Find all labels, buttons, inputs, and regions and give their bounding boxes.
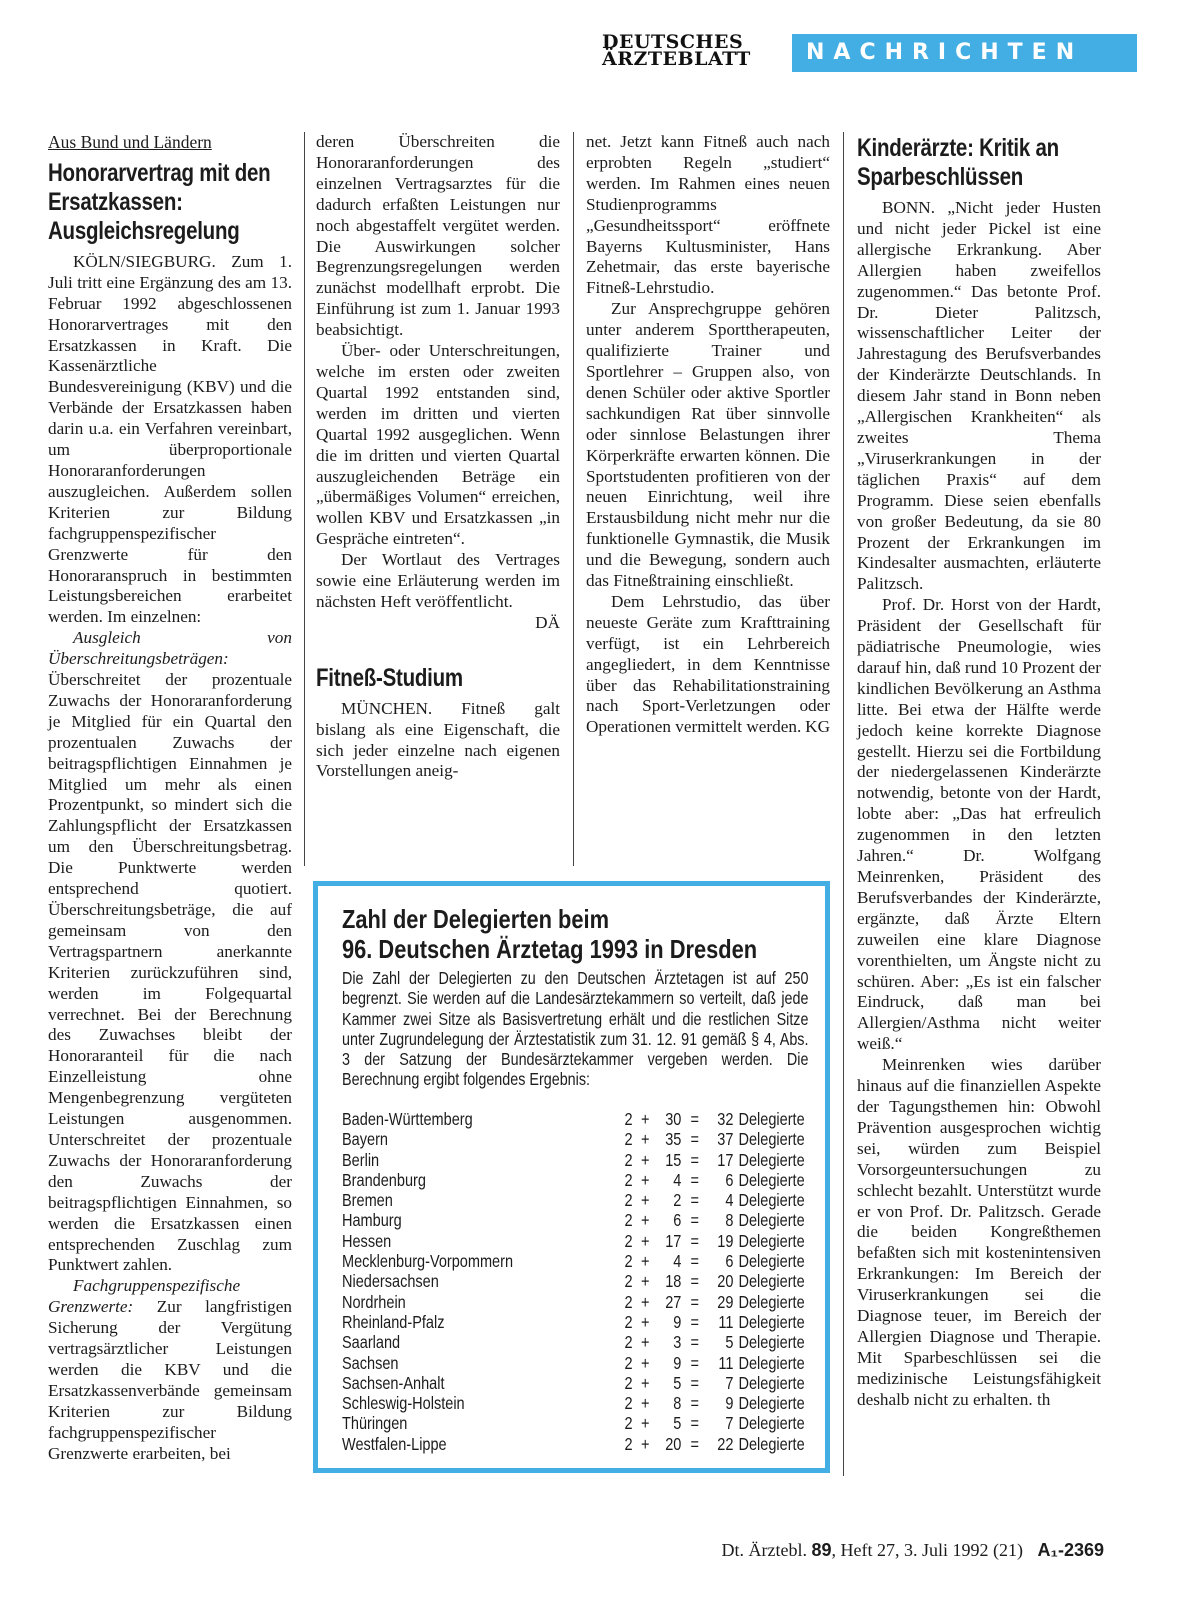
extra-seats: 4	[673, 1169, 682, 1190]
page-footer	[644, 1540, 1104, 1561]
state-name: Baden-Württemberg	[342, 1109, 473, 1129]
plus-sign: +	[641, 1372, 650, 1393]
plus-sign: +	[641, 1129, 650, 1150]
extra-seats: 9	[673, 1311, 682, 1332]
paragraph-text: Zur langfristigen Sicherung der Vergütung vertragsärztlicher Leistungen werden die KBV und die Ersatzkassenverbände gemeinsam Kriterien zur Bildung fachgruppenspezifischer Grenzwerte erarbeiten, bei	[48, 1297, 292, 1463]
equals-sign: =	[690, 1271, 700, 1292]
base-seats: 2	[624, 1413, 633, 1434]
equals-sign: =	[690, 1352, 700, 1373]
article-headline: Honorarvertrag mit den Ersatzkassen: Ausgleichsregelung	[48, 158, 271, 245]
plus-sign: +	[641, 1190, 650, 1211]
table-row	[342, 1434, 812, 1454]
total-seats: 11	[718, 1311, 734, 1332]
total-seats: 11	[718, 1352, 734, 1373]
state-name: Hamburg	[342, 1210, 402, 1231]
plus-sign: +	[641, 1332, 650, 1353]
total-seats: 32	[717, 1109, 734, 1129]
equals-sign: =	[690, 1332, 700, 1353]
state-name: Thüringen	[342, 1413, 408, 1434]
equals-sign: =	[690, 1149, 700, 1170]
extra-seats: 20	[665, 1433, 682, 1454]
equals-sign: =	[690, 1230, 700, 1251]
table-row	[342, 1413, 812, 1433]
plus-sign: +	[641, 1352, 650, 1373]
base-seats: 2	[624, 1210, 633, 1231]
article-kinderaerzte	[857, 132, 1101, 1411]
state-name: Rheinland-Pfalz	[342, 1311, 445, 1332]
extra-seats: 4	[673, 1251, 682, 1272]
base-seats: 2	[624, 1251, 633, 1272]
infobox-intro: Die Zahl der Delegierten zu den Deutschen Ärztetagen ist auf 250 begrenzt. Sie werden auf die Landesärztekammern so verteilt, daß jede Kammer zwei Sitze als Basisvertretung erhält und die restlichen Sitze unter Zugrundelegung der Ärztestatistik zum 31. 12. 91 gemäß § 4, Abs. 3 der Satzung der Bundesärztekammer vergeben werden. Die Berechnung ergibt folgendes Ergebnis:	[342, 968, 809, 1090]
state-name: Niedersachsen	[342, 1271, 439, 1292]
equals-sign: =	[690, 1413, 700, 1434]
article-fitness-col3	[586, 132, 830, 738]
unit-label: Delegierte	[738, 1109, 805, 1129]
table-row	[342, 1109, 812, 1129]
author-signature: th	[1036, 1389, 1051, 1409]
extra-seats: 18	[665, 1271, 682, 1292]
plus-sign: +	[641, 1271, 650, 1292]
paragraph: Der Wortlaut des Vertrages sowie eine Erläuterung werden im nächsten Heft veröffentlicht.	[316, 550, 560, 611]
infobox-title-line-1: Zahl der Delegierten beim	[342, 904, 610, 934]
extra-seats: 30	[665, 1109, 682, 1129]
table-row	[342, 1170, 812, 1190]
equals-sign: =	[690, 1251, 700, 1272]
equals-sign: =	[690, 1372, 700, 1393]
plus-sign: +	[641, 1210, 650, 1231]
base-seats: 2	[624, 1311, 633, 1332]
table-row	[342, 1393, 812, 1413]
article-honorarvertrag-col1	[48, 132, 292, 1464]
article-headline: Fitneß-Studium	[316, 663, 463, 692]
extra-seats: 5	[673, 1372, 682, 1393]
state-name: Sachsen	[342, 1352, 399, 1373]
paragraph-text: Überschreitet der prozentuale Zuwachs der Honoraranforderung je Mitglied für ein Quartal den prozentualen Zuwachs der beitragspflichtigen Einnahmen je Mitglied um mehr als einen Prozentpunkt, so mindert sich die Zahlungspflicht der Ersatzkassen um den Überschreitungsbetrag. Die Punktwerte werden entsprechend quotiert. Überschreitungsbeträge, die auf gemeinsam von den Vertragspartnern anerkannte Kriterien zurückzuführen sind, werden im Folgequartal verrechnet. Bei der Berechnung des Zuwachses bleibt der Honoraranteil für die nach Einzelleistung ohne Mengenbegrenzung vergüteten Leistungen ausgenommen. Unterschreitet der prozentuale Zuwachs der Honoraranforderung den Zuwachs der beitragspflichtigen Einnahmen, so werden die Ersatzkassen einen entsprechenden Zuschlag zum Punktwert zahlen.	[48, 670, 292, 1275]
unit-label: Delegierte	[738, 1271, 805, 1292]
state-name: Saarland	[342, 1332, 401, 1353]
extra-seats: 3	[673, 1332, 682, 1353]
plus-sign: +	[641, 1393, 650, 1414]
base-seats: 2	[624, 1230, 633, 1251]
unit-label: Delegierte	[738, 1230, 805, 1251]
unit-label: Delegierte	[738, 1433, 805, 1454]
base-seats: 2	[624, 1129, 633, 1150]
table-row	[342, 1353, 812, 1373]
unit-label: Delegierte	[738, 1291, 805, 1312]
equals-sign: =	[690, 1311, 700, 1332]
extra-seats: 15	[665, 1149, 682, 1170]
unit-label: Delegierte	[738, 1352, 805, 1373]
base-seats: 2	[624, 1332, 633, 1353]
table-row	[342, 1150, 812, 1170]
delegates-table	[342, 1109, 812, 1454]
state-name: Westfalen-Lippe	[342, 1433, 447, 1454]
total-seats: 6	[725, 1169, 734, 1190]
state-name: Brandenburg	[342, 1169, 426, 1190]
subheading: Ausgleich von Überschreitungsbeträgen:	[48, 628, 292, 669]
base-seats: 2	[624, 1433, 633, 1454]
equals-sign: =	[690, 1190, 700, 1211]
logo-line-1: DEUTSCHES	[602, 31, 744, 53]
base-seats: 2	[624, 1372, 633, 1393]
base-seats: 2	[624, 1149, 633, 1170]
total-seats: 29	[717, 1291, 734, 1312]
unit-label: Delegierte	[738, 1210, 805, 1231]
section-banner: NACHRICHTEN	[792, 34, 1137, 72]
journal-name: Dt. Ärztebl.	[721, 1540, 807, 1560]
state-name: Hessen	[342, 1230, 392, 1251]
equals-sign: =	[690, 1393, 700, 1414]
extra-seats: 9	[673, 1352, 682, 1373]
base-seats: 2	[624, 1169, 633, 1190]
state-name: Mecklenburg-Vorpommern	[342, 1251, 514, 1272]
total-seats: 8	[725, 1210, 734, 1231]
author-signature: DÄ	[535, 612, 560, 632]
state-name: Bremen	[342, 1190, 393, 1211]
state-name: Schleswig-Holstein	[342, 1393, 465, 1414]
unit-label: Delegierte	[738, 1190, 805, 1211]
extra-seats: 6	[673, 1210, 682, 1231]
extra-seats: 5	[673, 1413, 682, 1434]
table-row	[342, 1312, 812, 1332]
state-name: Sachsen-Anhalt	[342, 1372, 445, 1393]
total-seats: 20	[717, 1271, 734, 1292]
paragraph: MÜNCHEN. Fitneß galt bislang als eine Eigenschaft, die sich jeder einzelne nach eigenen Vorstellungen aneig-	[316, 698, 560, 781]
unit-label: Delegierte	[738, 1149, 805, 1170]
plus-sign: +	[641, 1149, 650, 1170]
paragraph	[857, 1055, 1101, 1410]
total-seats: 7	[725, 1372, 734, 1393]
author-signature: KG	[805, 717, 830, 737]
total-seats: 9	[725, 1393, 734, 1414]
total-seats: 17	[717, 1149, 734, 1170]
table-row	[342, 1373, 812, 1393]
unit-label: Delegierte	[738, 1393, 805, 1414]
unit-label: Delegierte	[738, 1413, 805, 1434]
state-name: Nordrhein	[342, 1291, 406, 1312]
unit-label: Delegierte	[738, 1251, 805, 1272]
infobox-title	[342, 904, 812, 964]
unit-label: Delegierte	[738, 1311, 805, 1332]
total-seats: 19	[717, 1230, 734, 1251]
total-seats: 6	[725, 1251, 734, 1272]
table-row	[342, 1292, 812, 1312]
table-row	[342, 1251, 812, 1271]
plus-sign: +	[641, 1433, 650, 1454]
extra-seats: 35	[665, 1129, 682, 1150]
paragraph: Zur Ansprechgruppe gehören unter anderem Sporttherapeuten, qualifizierte Trainer und Sportlehrer – Gruppen also, von denen Schüler oder aktive Sportler sachkundigen Rat über sinnvolle oder sinnlose Belastungen ihrer Körperkräfte erwarten können. Die Sportstudenten profitieren von der neuen Einrichtung, weil ihre Erstausbildung nicht mehr nur die funktionelle Gymnastik, die Musik und die Bewegung, sondern auch das Fitneßtraining einschließt.	[586, 299, 830, 591]
plus-sign: +	[641, 1413, 650, 1434]
total-seats: 5	[725, 1332, 734, 1353]
state-name: Bayern	[342, 1129, 389, 1150]
infobox-title-line-2: 96. Deutschen Ärztetag 1993 in Dresden	[342, 934, 758, 964]
base-seats: 2	[624, 1393, 633, 1414]
article-headline: Kinderärzte: Kritik an Sparbeschlüssen	[857, 134, 1059, 191]
paragraph: deren Überschreiten die Honoraranforderungen des einzelnen Vertragsarztes für die dadurch erfaßten Leistungen nur noch abgestaffelt vergütet werden. Die Auswirkungen solcher Begrenzungsregelungen werden zunächst modellhaft erprobt. Die Einführung ist zum 1. Januar 1993 beabsichtigt.	[316, 132, 560, 340]
equals-sign: =	[690, 1433, 700, 1454]
issue-info: , Heft 27, 3. Juli 1992 (21)	[831, 1540, 1024, 1560]
plus-sign: +	[641, 1169, 650, 1190]
extra-seats: 27	[665, 1291, 682, 1312]
section-kicker: Aus Bund und Ländern	[48, 132, 212, 152]
table-row	[342, 1231, 812, 1251]
subheading: Fachgruppenspezifische Grenzwerte:	[48, 1276, 241, 1317]
paragraph: net. Jetzt kann Fitneß auch nach erprobten Regeln „studiert“ werden. Im Rahmen eines neuen Studienprogramms „Gesundheitssport“ eröffnete Bayerns Kultusminister, Hans Zehetmair, das erste bayerische Fitneß-Lehrstudio.	[586, 132, 830, 298]
plus-sign: +	[641, 1291, 650, 1312]
paragraph	[48, 1276, 292, 1464]
equals-sign: =	[690, 1129, 700, 1150]
extra-seats: 17	[665, 1230, 682, 1251]
table-row	[342, 1332, 812, 1352]
unit-label: Delegierte	[738, 1129, 805, 1150]
plus-sign: +	[641, 1311, 650, 1332]
paragraph: Dem Lehrstudio, das über neueste Geräte zum Krafttraining verfügt, ist ein Lehrbereich angegliedert, in dem Kenntnisse über das Rehabilitationstraining nach Sport-Verletzungen oder Operationen vermittelt werden.	[586, 591, 830, 737]
extra-seats: 2	[673, 1190, 682, 1211]
delegates-infobox	[313, 881, 830, 1473]
column-rule	[573, 132, 574, 866]
total-seats: 37	[717, 1129, 734, 1150]
logo-line-2: ÄRZTEBLATT	[602, 48, 751, 70]
plus-sign: +	[641, 1230, 650, 1251]
extra-seats: 8	[673, 1393, 682, 1414]
total-seats: 7	[725, 1413, 734, 1434]
equals-sign: =	[690, 1109, 700, 1129]
page-number: A₁-2369	[1037, 1540, 1104, 1560]
total-seats: 22	[717, 1433, 734, 1454]
masthead	[602, 31, 1132, 72]
unit-label: Delegierte	[738, 1332, 805, 1353]
paragraph: BONN. „Nicht jeder Husten und nicht jeder Pickel ist eine allergische Erkrankung. Aber Allergien haben zweifellos zugenommen.“ Das betonte Prof. Dr. Dieter Palitzsch, wissenschaftlicher Leiter der Jahrestagung des Berufsverbandes der Kinderärzte Deutschlands. In diesem Jahr stand in Bonn neben „Allergischen Krankheiten“ als zweites Thema „Viruserkrankungen in der täglichen Praxis“ auf dem Programm. Diese seien ebenfalls von großer Bedeutung, da sie 80 Prozent der Erkrankungen im Kindesalter ausmachten, erläuterte Palitzsch.	[857, 198, 1101, 594]
base-seats: 2	[624, 1291, 633, 1312]
table-row	[342, 1129, 812, 1149]
base-seats: 2	[624, 1190, 633, 1211]
paragraph	[48, 628, 292, 1276]
plus-sign: +	[641, 1109, 650, 1129]
plus-sign: +	[641, 1251, 650, 1272]
state-name: Berlin	[342, 1149, 380, 1170]
journal-logo	[602, 31, 780, 70]
table-row	[342, 1210, 812, 1230]
base-seats: 2	[624, 1109, 633, 1129]
base-seats: 2	[624, 1352, 633, 1373]
column-rule	[843, 132, 844, 1476]
paragraph-text: Meinrenken wies darüber hinaus auf die finanziellen Aspekte der Tagungsthemen hin: Obwohl Prävention ausgesprochen wichtig sei, würden zum Beispiel Vorsorgeuntersuchungen zu schlecht bezahlt. Unterstützt wurde er von Prof. Dr. Palitzsch. Gerade die beiden Kongreßthemen befaßten sich mit kostenintensiven Erkrankungen: Im Bereich der Viruserkrankungen sei die Diagnose teuer, im Bereich der Allergien Diagnose und Therapie. Mit Sparbeschlüssen sei die medizinische Leistungsfähigkeit deshalb nicht zu erhalten.	[857, 1055, 1101, 1409]
equals-sign: =	[690, 1169, 700, 1190]
paragraph: KÖLN/SIEGBURG. Zum 1. Juli tritt eine Ergänzung des am 13. Februar 1992 abgeschlossenen Honorarvertrages mit den Ersatzkassen in Kraft. Die Kassenärztliche Bundesvereinigung (KBV) und die Verbände der Ersatzkassen haben darin u.a. ein Verfahren vereinbart, um überproportionale Honoraranforderungen auszugleichen. Außerdem sollen Kriterien zur Bildung fachgruppenspezifischer Grenzwerte für den Honoraranspruch in bestimmten Leistungsbereichen erarbeitet werden. Im einzelnen:	[48, 251, 292, 627]
unit-label: Delegierte	[738, 1169, 805, 1190]
total-seats: 4	[725, 1190, 734, 1211]
volume-number: 89	[811, 1540, 832, 1560]
paragraph: Über- oder Unterschreitungen, welche im ersten oder zweiten Quartal 1992 entstanden sind, werden im dritten und vierten Quartal 1992 ausgeglichen. Wenn die im dritten und vierten Quartal auszugleichenden Beträge ein „übermäßiges Volumen“ erreichen, wollen KBV und Ersatzkassen „in Gespräche eintreten“.	[316, 341, 560, 549]
unit-label: Delegierte	[738, 1372, 805, 1393]
column-rule	[304, 132, 305, 866]
paragraph: Prof. Dr. Horst von der Hardt, Präsident der Gesellschaft für pädiatrische Pneumologie, wies darauf hin, daß rund 10 Prozent der kindlichen Bevölkerung an Asthma litte. Bei etwa der Hälfte werde jedoch keine korrekte Diagnose gestellt. Hierzu sei die Fortbildung der niedergelassenen Kinderärzte notwendig, betonte von der Hardt, lobte aber: „Das hat erfreulich zugenommen in den letzten Jahren.“ Dr. Wolfgang Meinrenken, Präsident des Berufsverbandes der Kinderärzte, ergänzte, daß Ärzte Eltern zuweilen eine klare Diagnose vorenthielten, um Ängste nicht zu schüren. Aber: „Es ist ein falscher Eindruck, daß man bei Allergien/Asthma nicht weiter weiß.“	[857, 595, 1101, 1054]
equals-sign: =	[690, 1291, 700, 1312]
equals-sign: =	[690, 1210, 700, 1231]
table-row	[342, 1271, 812, 1291]
table-row	[342, 1190, 812, 1210]
base-seats: 2	[624, 1271, 633, 1292]
article-honorarvertrag-col2	[316, 132, 560, 782]
